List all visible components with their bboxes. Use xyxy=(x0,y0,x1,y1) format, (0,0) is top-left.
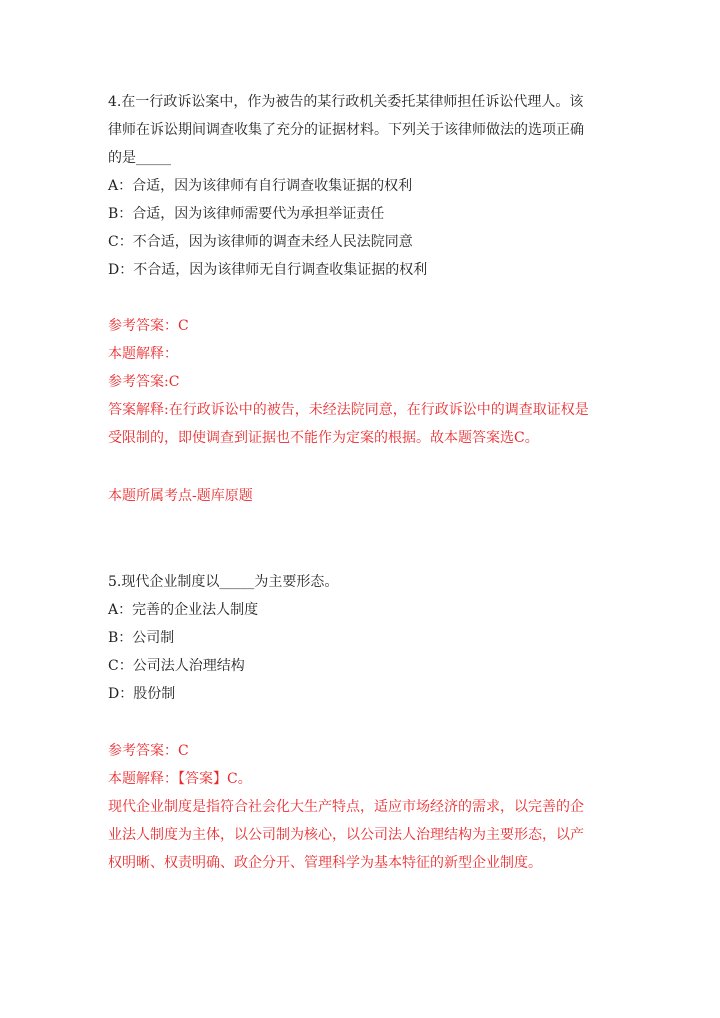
option-a: A：完善的企业法人制度 xyxy=(108,602,259,618)
option-b: B：合适，因为该律师需要代为承担举证责任 xyxy=(108,206,385,222)
question-stem-line: 律师在诉讼期间调查收集了充分的证据材料。下列关于该律师做法的选项正确 xyxy=(108,122,584,138)
option-d: D：股份制 xyxy=(108,686,176,702)
analysis-line: 权明晰、权责明确、政企分开、管理科学为基本特征的新型企业制度。 xyxy=(108,855,542,871)
analysis-line: 现代企业制度是指符合社会化大生产特点，适应市场经济的需求，以完善的企 xyxy=(108,799,584,815)
question-stem-line: 4.在一行政诉讼案中，作为被告的某行政机关委托某律师担任诉讼代理人。该 xyxy=(108,94,584,110)
answer-label: 参考答案：C xyxy=(108,743,189,759)
question-5 xyxy=(108,568,620,708)
question-4 xyxy=(108,88,620,284)
source-label: 本题所属考点-题库原题 xyxy=(108,488,253,504)
explanation-label: 本题解释： xyxy=(108,346,178,362)
question-5-answer xyxy=(108,737,620,877)
analysis-line: 答案解释:在行政诉讼中的被告，未经法院同意，在行政诉讼中的调查取证权是 xyxy=(108,402,589,418)
option-a: A：合适，因为该律师有自行调查收集证据的权利 xyxy=(108,178,413,194)
explanation-label: 本题解释：【答案】C。 xyxy=(108,771,252,787)
analysis-line: 业法人制度为主体，以公司制为核心，以公司法人治理结构为主要形态，以产 xyxy=(108,827,584,843)
question-4-answer xyxy=(108,312,620,452)
question-stem-line: 的是_____ xyxy=(108,150,171,166)
option-c: C：不合适，因为该律师的调查未经人民法院同意 xyxy=(108,234,413,250)
answer-label: 参考答案：C xyxy=(108,318,189,334)
option-b: B：公司制 xyxy=(108,630,175,646)
option-c: C：公司法人治理结构 xyxy=(108,658,245,674)
option-d: D：不合适，因为该律师无自行调查收集证据的权利 xyxy=(108,262,428,278)
analysis-line: 受限制的，即使调查到证据也不能作为定案的根据。故本题答案选C。 xyxy=(108,430,539,446)
question-4-source xyxy=(108,482,620,510)
question-stem-line: 5.现代企业制度以_____为主要形态。 xyxy=(108,574,339,590)
answer-label-2: 参考答案:C xyxy=(108,374,180,390)
